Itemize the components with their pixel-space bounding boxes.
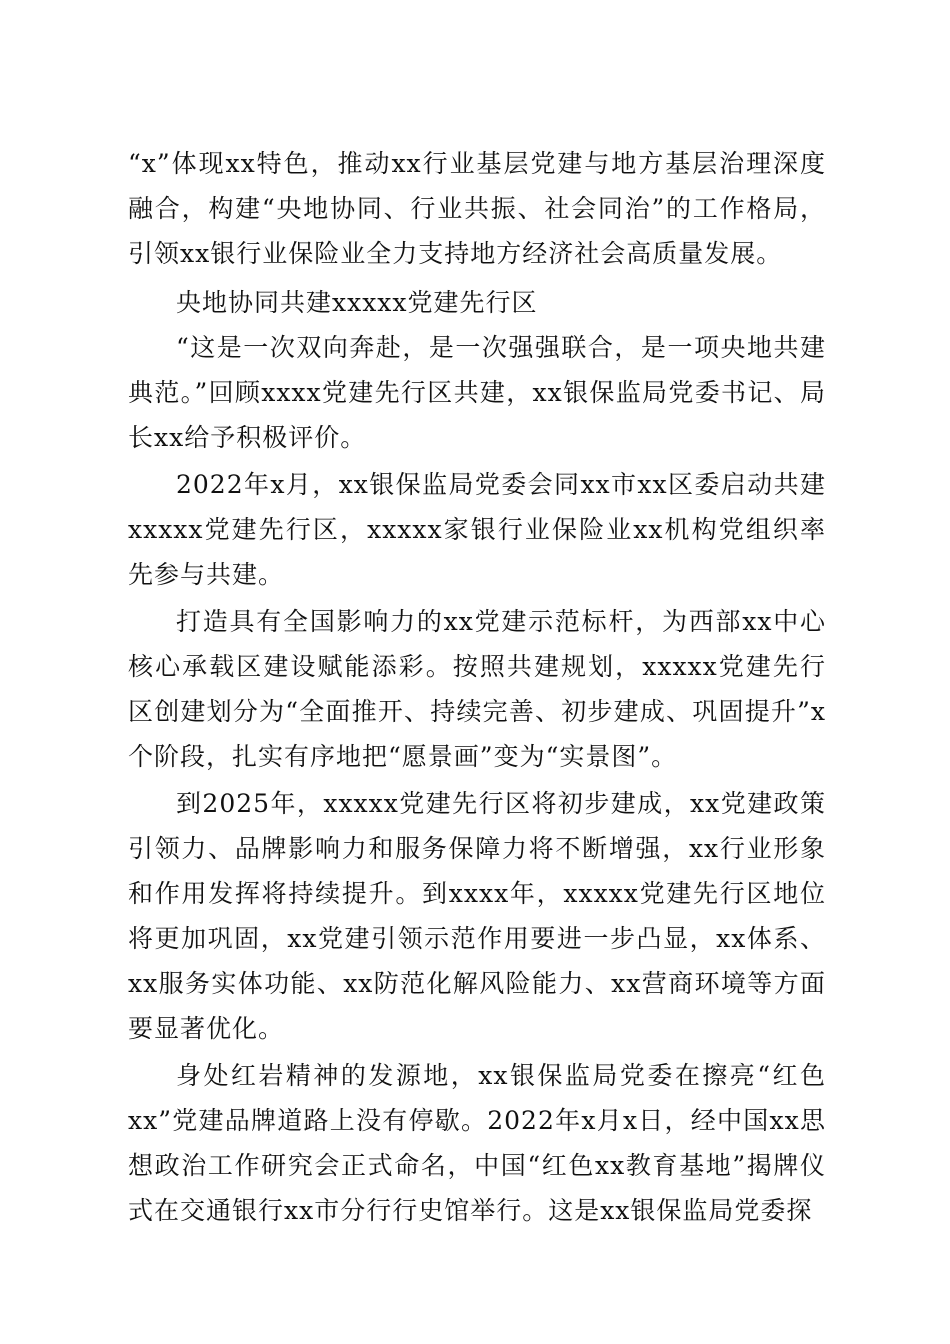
paragraph-red-brand: 身处红岩精神的发源地，xx银保监局党委在擦亮“红色xx”党建品牌道路上没有停歇。2022年x月x日，经中国xx思想政治工作研究会正式命名，中国“红色xx教育基地”揭牌仪式在交通银行xx市分行行史馆举行。这是xx银保监局党委探 bbox=[128, 1061, 826, 1225]
section-heading: 央地协同共建xxxxx党建先行区 bbox=[176, 288, 538, 317]
paragraph-continuation: “x”体现xx特色，推动xx行业基层党建与地方基层治理深度融合，构建“央地协同、行业共振、社会同治”的工作格局，引领xx银行业保险业全力支持地方经济社会高质量发展。 bbox=[128, 149, 826, 268]
paragraph-quote: “这是一次双向奔赴，是一次强强联合，是一项央地共建典范。”回顾xxxx党建先行区共建，xx银保监局党委书记、局长xx给予积极评价。 bbox=[128, 333, 826, 452]
paragraph-plan: 打造具有全国影响力的xx党建示范标杆，为西部xx中心核心承载区建设赋能添彩。按照共建规划，xxxxx党建先行区创建划分为“全面推开、持续完善、初步建成、巩固提升”x个阶段，扎实有序地把“愿景画”变为“实景图”。 bbox=[128, 607, 826, 771]
document-body bbox=[128, 141, 826, 1233]
paragraph-launch: 2022年x月，xx银保监局党委会同xx市xx区委启动共建xxxxx党建先行区，xxxxx家银行业保险业xx机构党组织率先参与共建。 bbox=[128, 470, 826, 589]
paragraph-goals: 到2025年，xxxxx党建先行区将初步建成，xx党建政策引领力、品牌影响力和服务保障力将不断增强，xx行业形象和作用发挥将持续提升。到xxxx年，xxxxx党建先行区地位将更加巩固，xx党建引领示范作用要进一步凸显，xx体系、xx服务实体功能、xx防范化解风险能力、xx营商环境等方面要显著优化。 bbox=[128, 789, 826, 1043]
